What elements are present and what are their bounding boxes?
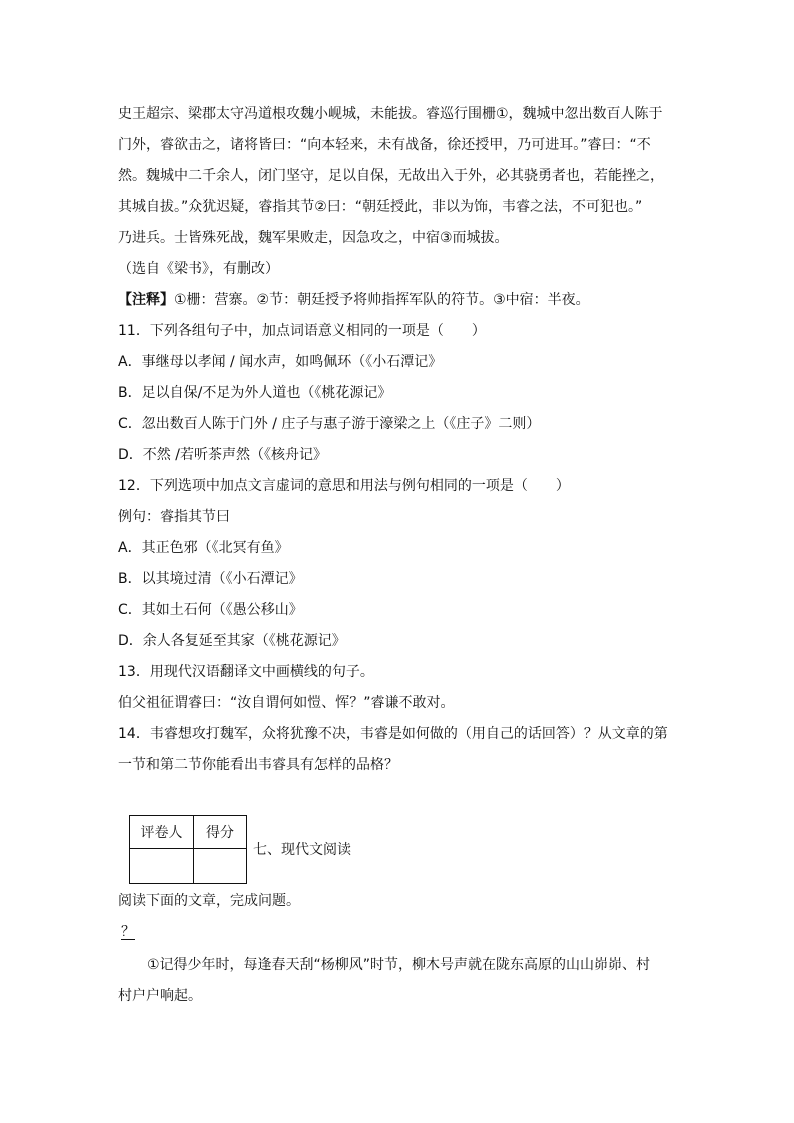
q11-option-a: A．事继母以孝闻 / 闻水声，如鸣佩环（《小石潭记》 [118,354,443,370]
score-header: 得分 [194,816,247,849]
q14-line-2: 一节和第二节你能看出韦睿具有怎样的品格？ [118,757,398,773]
q12-option-d: D．余人各复延至其家（《桃花源记》 [118,633,346,649]
passage-line-5: 乃进兵。士皆殊死战，魏军果败走，因急攻之，中宿③而城拔。 [118,230,509,246]
q12-option-c: C．其如土石何（《愚公移山》 [118,602,303,618]
reviewer-header: 评卷人 [130,816,194,849]
q11-stem: 11．下列各组句子中，加点词语意义相同的一项是（ ） [118,323,486,339]
q11-option-d: D．不然 /若听茶声然（《核舟记》 [118,447,327,463]
score-cell[interactable] [194,849,247,884]
passage-line-3: 然。魏城中二千余人，闭门坚守，足以自保，无故出入于外，必其骁勇者也，若能挫之， [118,168,664,184]
q13-sentence: 伯父祖征谓睿曰：“汝自谓何如愷、恽？”睿谦不敢对。 [118,695,455,711]
missing-title-mark: ？ [121,924,135,940]
q12-option-a: A．其正色邪（《北冥有鱼》 [118,540,289,556]
q11-option-c: C．忽出数百人陈于门外 / 庄子与惠子游于濠梁之上（《庄子》二则） [118,416,541,432]
reviewer-cell[interactable] [130,849,194,884]
para1-line-2: 村户户响起。 [118,988,202,1004]
q13-stem: 13．用现代汉语翻译文中画横线的句子。 [118,664,374,680]
notes-label: 【注释】 [118,292,174,308]
score-table [129,815,247,884]
q12-stem: 12．下列选项中加点文言虚词的意思和用法与例句相同的一项是（ ） [118,478,570,494]
q12-example: 例句：睿指其节曰 [118,509,230,525]
passage-line-1: 史王超宗、梁郡太守冯道根攻魏小岘城，未能拔。睿巡行围栅①，魏城中忽出数百人陈于 [118,106,663,122]
passage-notes [118,290,590,310]
passage-source: （选自《梁书》，有删改） [118,261,279,277]
passage-line-4: 其城自拔。”众犹迟疑，睿指其节②曰：“朝廷授此，非以为饰，韦睿之法，不可犯也。” [118,199,643,215]
q14-line-1: 14．韦睿想攻打魏军，众将犹豫不决，韦睿是如何做的（用自己的话回答）？从文章的第 [118,726,668,742]
para1-line-1: ①记得少年时，每逢春天刮“杨柳风”时节，柳木号声就在陇东高原的山山峁峁、村 [147,957,651,973]
q12-option-b: B．以其境过清（《小石潭记》 [118,571,303,587]
q11-option-b: B．足以自保/不足为外人道也（《桃花源记》 [118,385,392,401]
notes-text: ①栅：营寨。②节：朝廷授予将帅指挥军队的符节。③中宿：半夜。 [174,292,590,308]
reading-instruction: 阅读下面的文章，完成问题。 [118,893,300,909]
passage-line-2: 门外，睿欲击之，诸将皆曰：“向本轻来，未有战备，徐还授甲，乃可进耳。”睿曰：“不 [118,137,651,153]
section-title: 七、现代文阅读 [253,842,351,858]
